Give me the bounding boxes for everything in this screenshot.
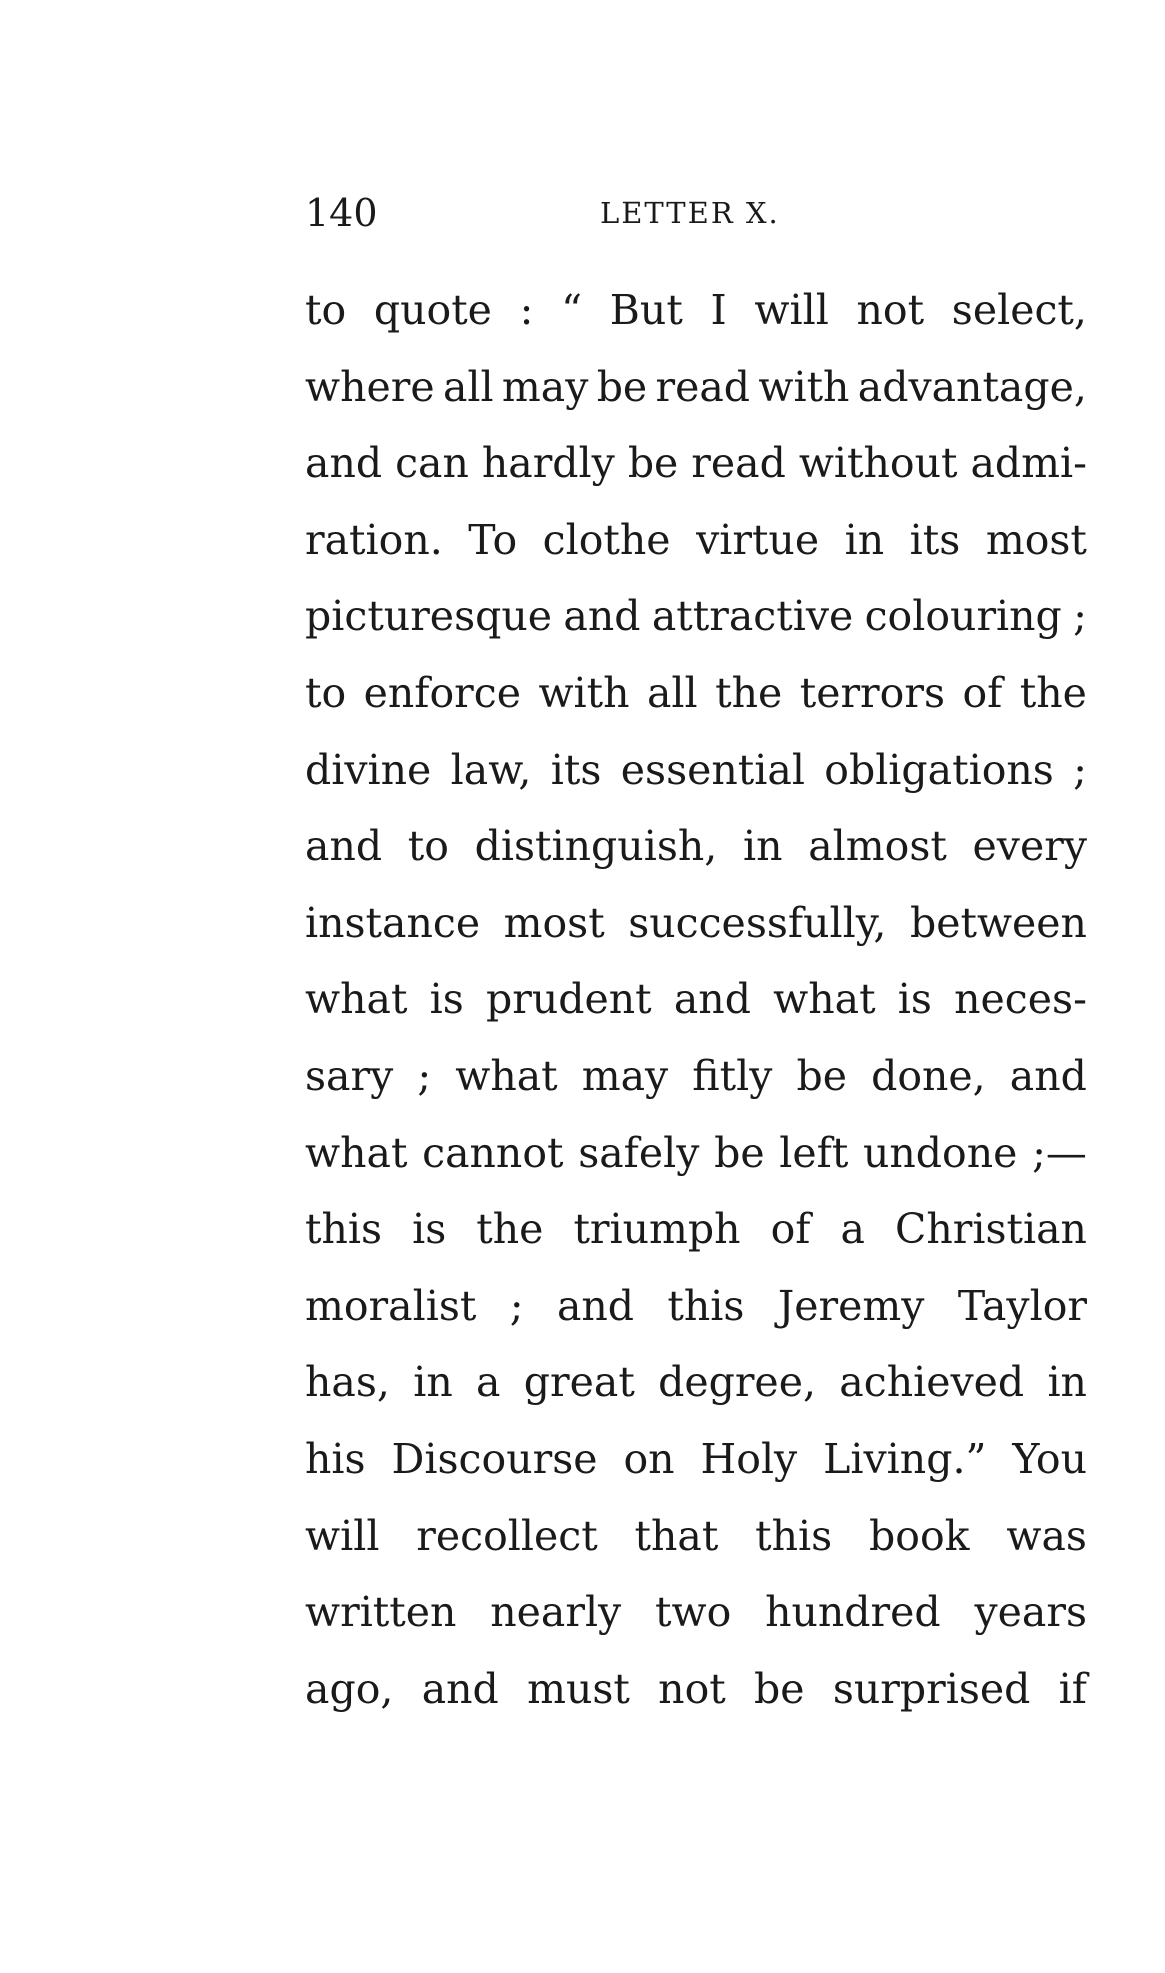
text-line: moralist ; and this Jeremy Taylor	[305, 1281, 1087, 1330]
body-text	[305, 272, 1087, 1727]
text-line: what is prudent and what is neces-	[305, 975, 1087, 1024]
text-line: where all may be read with advantage,	[305, 362, 1087, 411]
text-line: and can hardly be read without admi-	[305, 439, 1087, 488]
text-line: instance most successfully, between	[305, 898, 1087, 947]
text-line: sary ; what may fitly be done, and	[305, 1051, 1087, 1100]
text-line: and to distinguish, in almost every	[305, 822, 1087, 871]
page-number: 140	[305, 191, 378, 235]
text-line: to quote : “ But I will not select,	[305, 286, 1087, 334]
text-line: written nearly two hundred years	[305, 1588, 1087, 1637]
text-line: to enforce with all the terrors of the	[305, 668, 1087, 717]
text-line: what cannot safely be left undone ;—	[305, 1128, 1087, 1177]
text-line: picturesque and attractive colouring ;	[305, 592, 1087, 641]
text-line: has, in a great degree, achieved in	[305, 1358, 1087, 1407]
text-line: his Discourse on Holy Living.” You	[305, 1434, 1087, 1483]
text-line: this is the triumph of a Christian	[305, 1205, 1087, 1254]
text-line: ration. To clothe virtue in its most	[305, 515, 1087, 564]
running-head	[305, 188, 1085, 238]
running-title: LETTER X.	[600, 196, 780, 230]
text-line: ago, and must not be surprised if	[305, 1664, 1087, 1713]
text-line: will recollect that this book was	[305, 1511, 1087, 1560]
text-line: divine law, its essential obligations ;	[305, 745, 1087, 794]
